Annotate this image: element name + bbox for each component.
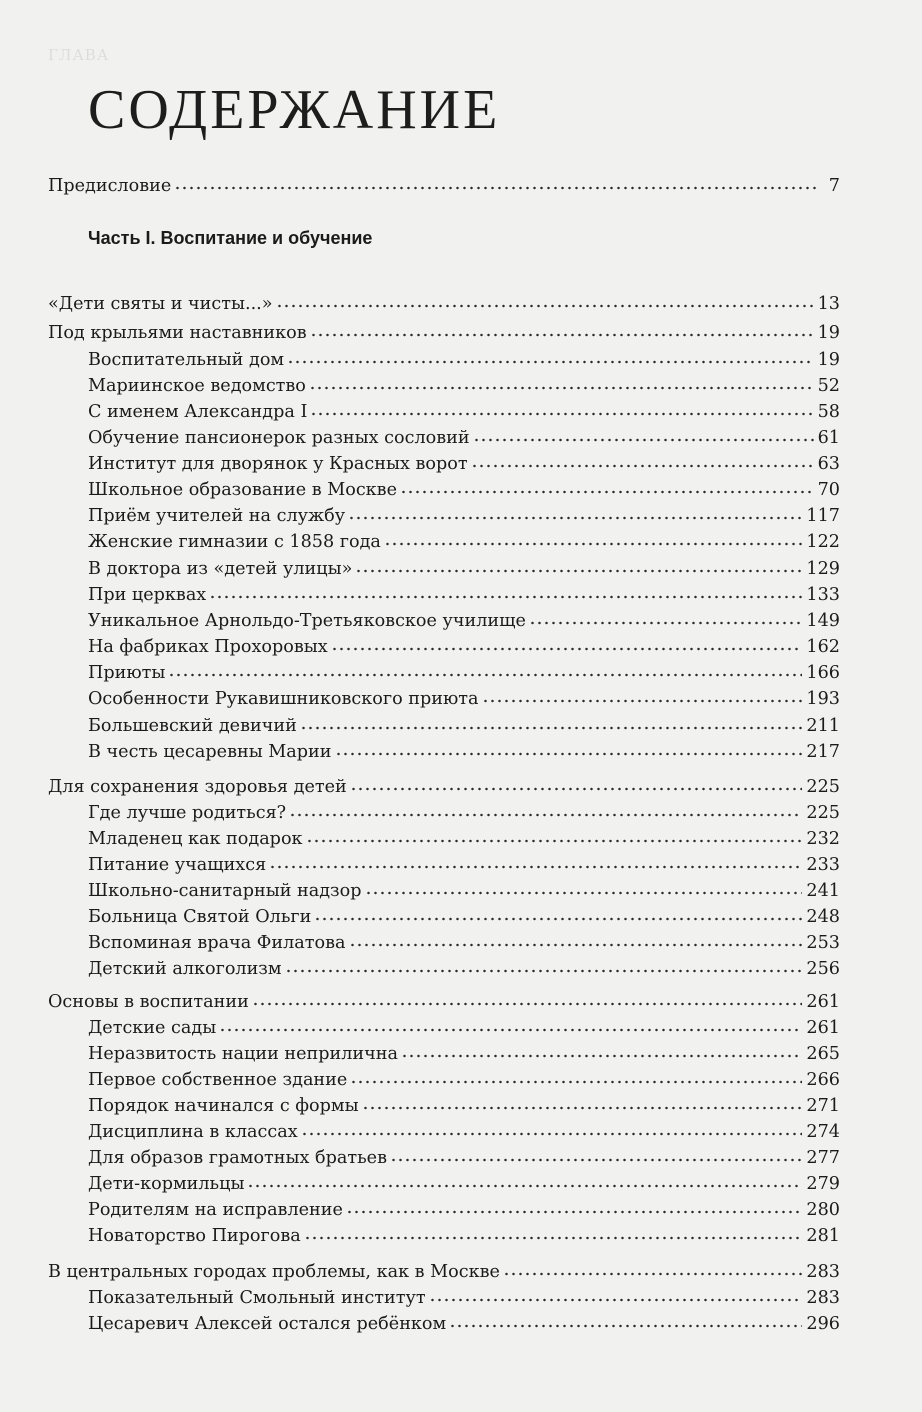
dot-leader — [449, 1321, 802, 1331]
toc-entry-title: В честь цесаревны Марии — [88, 742, 332, 762]
dot-leader — [252, 999, 803, 1009]
dot-leader — [168, 670, 802, 680]
dot-leader — [390, 1155, 802, 1165]
part-heading: Часть I. Воспитание и обучение — [88, 228, 373, 248]
toc-entry-title: Детские сады — [88, 1018, 217, 1038]
toc-entry[interactable] — [88, 903, 840, 929]
toc-entry[interactable] — [88, 712, 840, 738]
dot-leader — [384, 539, 802, 549]
dot-leader — [219, 1025, 802, 1035]
toc-entry-page: 7 — [828, 176, 840, 196]
toc-entry-title: Приём учителей на службу — [88, 506, 346, 526]
toc-entry-title: Женские гимназии с 1858 года — [88, 532, 381, 552]
toc-entry-page: 193 — [806, 689, 840, 709]
dot-leader — [482, 696, 803, 706]
toc-entry[interactable] — [88, 502, 840, 528]
toc-entry-title: Детский алкоголизм — [88, 959, 282, 979]
toc-entry-title: Дисциплина в классах — [88, 1122, 298, 1142]
toc-entry-title: Вспоминая врача Филатова — [88, 933, 346, 953]
toc-entry[interactable] — [88, 1310, 840, 1336]
toc-entry-page: 261 — [806, 992, 840, 1012]
dot-leader — [346, 1207, 802, 1217]
toc-entry[interactable] — [88, 607, 840, 633]
toc-entry[interactable] — [88, 1066, 840, 1092]
toc-entry-title: В доктора из «детей улицы» — [88, 559, 353, 579]
toc-entry[interactable] — [48, 988, 840, 1014]
dot-leader — [289, 810, 802, 820]
running-head-left: ГЛАВА — [48, 46, 110, 64]
dot-leader — [349, 940, 803, 950]
toc-entry-title: Приюты — [88, 663, 166, 683]
toc-entry-preface[interactable] — [48, 172, 840, 198]
toc-entry-page: 274 — [806, 1122, 840, 1142]
toc-entry[interactable] — [88, 659, 840, 685]
toc-entry-page: 296 — [806, 1314, 840, 1334]
dot-leader — [350, 784, 803, 794]
toc-entry[interactable] — [88, 955, 840, 981]
toc-entry-title: Дети-кормильцы — [88, 1174, 245, 1194]
toc-entry[interactable] — [88, 528, 840, 554]
toc-entry-page: 166 — [806, 663, 840, 683]
toc-entry-title: Мариинское ведомство — [88, 376, 306, 396]
dot-leader — [287, 357, 814, 367]
dot-leader — [365, 888, 803, 898]
toc-entry-title: Под крыльями наставников — [48, 323, 307, 343]
toc-entry-title: Неразвитость нации неприлична — [88, 1044, 398, 1064]
dot-leader — [503, 1269, 802, 1279]
toc-entry-title: «Дети святы и чисты...» — [48, 294, 273, 314]
toc-entry[interactable] — [88, 1170, 840, 1196]
toc-entry-page: 248 — [806, 907, 840, 927]
toc-entry-page: 279 — [806, 1174, 840, 1194]
toc-entry-title: Предисловие — [48, 176, 172, 196]
dot-leader — [400, 487, 814, 497]
toc-entry-page: 70 — [817, 480, 840, 500]
dot-leader — [529, 618, 803, 628]
dot-leader — [401, 1051, 802, 1061]
dot-leader — [355, 566, 802, 576]
dot-leader — [314, 914, 802, 924]
toc-entry[interactable] — [88, 1196, 840, 1222]
dot-leader — [473, 435, 814, 445]
toc-entry-page: 162 — [806, 637, 840, 657]
toc-entry-title: Большевский девичий — [88, 716, 297, 736]
toc-entry-title: При церквах — [88, 585, 207, 605]
toc-entry-title: Больница Святой Ольги — [88, 907, 312, 927]
toc-entry-page: 129 — [806, 559, 840, 579]
toc-entry-page: 253 — [806, 933, 840, 953]
toc-entry-title: Обучение пансионерок разных сословий — [88, 428, 470, 448]
toc-entry[interactable] — [88, 799, 840, 825]
toc-entry-page: 217 — [806, 742, 840, 762]
dot-leader — [285, 966, 803, 976]
dot-leader — [348, 513, 802, 523]
toc-entry[interactable] — [88, 424, 840, 450]
toc-entry[interactable] — [88, 398, 840, 424]
toc-entry-title: Для образов грамотных братьев — [88, 1148, 387, 1168]
dot-leader — [306, 836, 803, 846]
toc-entry-title: Школьно-санитарный надзор — [88, 881, 362, 901]
toc-entry-page: 283 — [806, 1288, 840, 1308]
toc-entry-page: 280 — [806, 1200, 840, 1220]
dot-leader — [310, 409, 813, 419]
toc-entry-page: 281 — [806, 1226, 840, 1246]
toc-entry-title: Где лучше родиться? — [88, 803, 287, 823]
toc-entry-page: 52 — [817, 376, 840, 396]
toc-entry-page: 266 — [806, 1070, 840, 1090]
toc-entry-page: 19 — [817, 323, 840, 343]
toc-entry-page: 232 — [806, 829, 840, 849]
toc-entry-page: 277 — [806, 1148, 840, 1168]
page-title: СОДЕРЖАНИЕ — [88, 79, 501, 141]
toc-entry[interactable] — [88, 825, 840, 851]
toc-entry-title: Младенец как подарок — [88, 829, 303, 849]
toc-entry[interactable] — [48, 319, 840, 345]
toc-entry[interactable] — [88, 581, 840, 607]
toc-entry-title: В центральных городах проблемы, как в Москве — [48, 1262, 500, 1282]
dot-leader — [350, 1077, 802, 1087]
toc-entry-title: Школьное образование в Москве — [88, 480, 397, 500]
toc-entry[interactable] — [88, 633, 840, 659]
toc-entry[interactable] — [88, 450, 840, 476]
toc-entry-title: Основы в воспитании — [48, 992, 249, 1012]
dot-leader — [429, 1295, 803, 1305]
toc-entry[interactable] — [88, 1040, 840, 1066]
toc-entry[interactable] — [88, 1144, 840, 1170]
dot-leader — [331, 644, 803, 654]
toc-entry[interactable] — [88, 476, 840, 502]
toc-entry-page: 271 — [806, 1096, 840, 1116]
toc-entry[interactable] — [48, 1258, 840, 1284]
toc-entry-title: Воспитательный дом — [88, 350, 285, 370]
toc-entry[interactable] — [88, 1014, 840, 1040]
dot-leader — [300, 723, 803, 733]
toc-entry-page: 149 — [806, 611, 840, 631]
toc-entry-title: Порядок начинался с формы — [88, 1096, 359, 1116]
toc-entry-title: Новаторство Пирогова — [88, 1226, 301, 1246]
toc-entry-title: Уникальное Арнольдо-Третьяковское училище — [88, 611, 526, 631]
dot-leader — [174, 183, 816, 193]
dot-leader — [304, 1233, 803, 1243]
toc-entry-page: 58 — [817, 402, 840, 422]
toc-entry-page: 63 — [817, 454, 840, 474]
dot-leader — [209, 592, 802, 602]
toc-entry[interactable] — [88, 1118, 840, 1144]
dot-leader — [310, 330, 814, 340]
toc-entry[interactable] — [88, 929, 840, 955]
dot-leader — [309, 383, 814, 393]
dot-leader — [335, 749, 803, 759]
toc-entry[interactable] — [88, 738, 840, 764]
toc-entry-page: 225 — [806, 777, 840, 797]
toc-entry[interactable] — [88, 685, 840, 711]
toc-entry-page: 117 — [806, 506, 840, 526]
toc-entry[interactable] — [48, 290, 840, 316]
toc-entry-page: 256 — [806, 959, 840, 979]
toc-entry-title: Институт для дворянок у Красных ворот — [88, 454, 468, 474]
toc-entry[interactable] — [88, 346, 840, 372]
dot-leader — [362, 1103, 803, 1113]
dot-leader — [471, 461, 814, 471]
toc-entry[interactable] — [88, 851, 840, 877]
toc-entry-page: 241 — [806, 881, 840, 901]
toc-entry-page: 211 — [806, 716, 840, 736]
toc-entry-page: 283 — [806, 1262, 840, 1282]
toc-entry-title: Для сохранения здоровья детей — [48, 777, 347, 797]
toc-entry[interactable] — [88, 1222, 840, 1248]
toc-entry[interactable] — [88, 877, 840, 903]
toc-entry-title: Показательный Смольный институт — [88, 1288, 426, 1308]
toc-entry-page: 261 — [806, 1018, 840, 1038]
dot-leader — [269, 862, 802, 872]
toc-entry-title: С именем Александра I — [88, 402, 308, 422]
toc-entry[interactable] — [88, 372, 840, 398]
toc-entry[interactable] — [88, 555, 840, 581]
dot-leader — [301, 1129, 803, 1139]
toc-entry[interactable] — [88, 1284, 840, 1310]
toc-entry-page: 122 — [806, 532, 840, 552]
dot-leader — [247, 1181, 802, 1191]
toc-entry-page: 225 — [806, 803, 840, 823]
toc-entry-page: 13 — [817, 294, 840, 314]
toc-entry-title: Питание учащихся — [88, 855, 267, 875]
toc-entry-page: 61 — [817, 428, 840, 448]
toc-entry[interactable] — [88, 1092, 840, 1118]
toc-entry-page: 19 — [817, 350, 840, 370]
toc-entry-title: Цесаревич Алексей остался ребёнком — [88, 1314, 447, 1334]
toc-entry-title: Первое собственное здание — [88, 1070, 348, 1090]
toc-entry-title: Особенности Рукавишниковского приюта — [88, 689, 479, 709]
toc-entry-title: На фабриках Прохоровых — [88, 637, 328, 657]
dot-leader — [276, 301, 814, 311]
toc-entry-page: 133 — [806, 585, 840, 605]
toc-entry[interactable] — [48, 773, 840, 799]
toc-entry-page: 233 — [806, 855, 840, 875]
toc-entry-page: 265 — [806, 1044, 840, 1064]
toc-entry-title: Родителям на исправление — [88, 1200, 343, 1220]
